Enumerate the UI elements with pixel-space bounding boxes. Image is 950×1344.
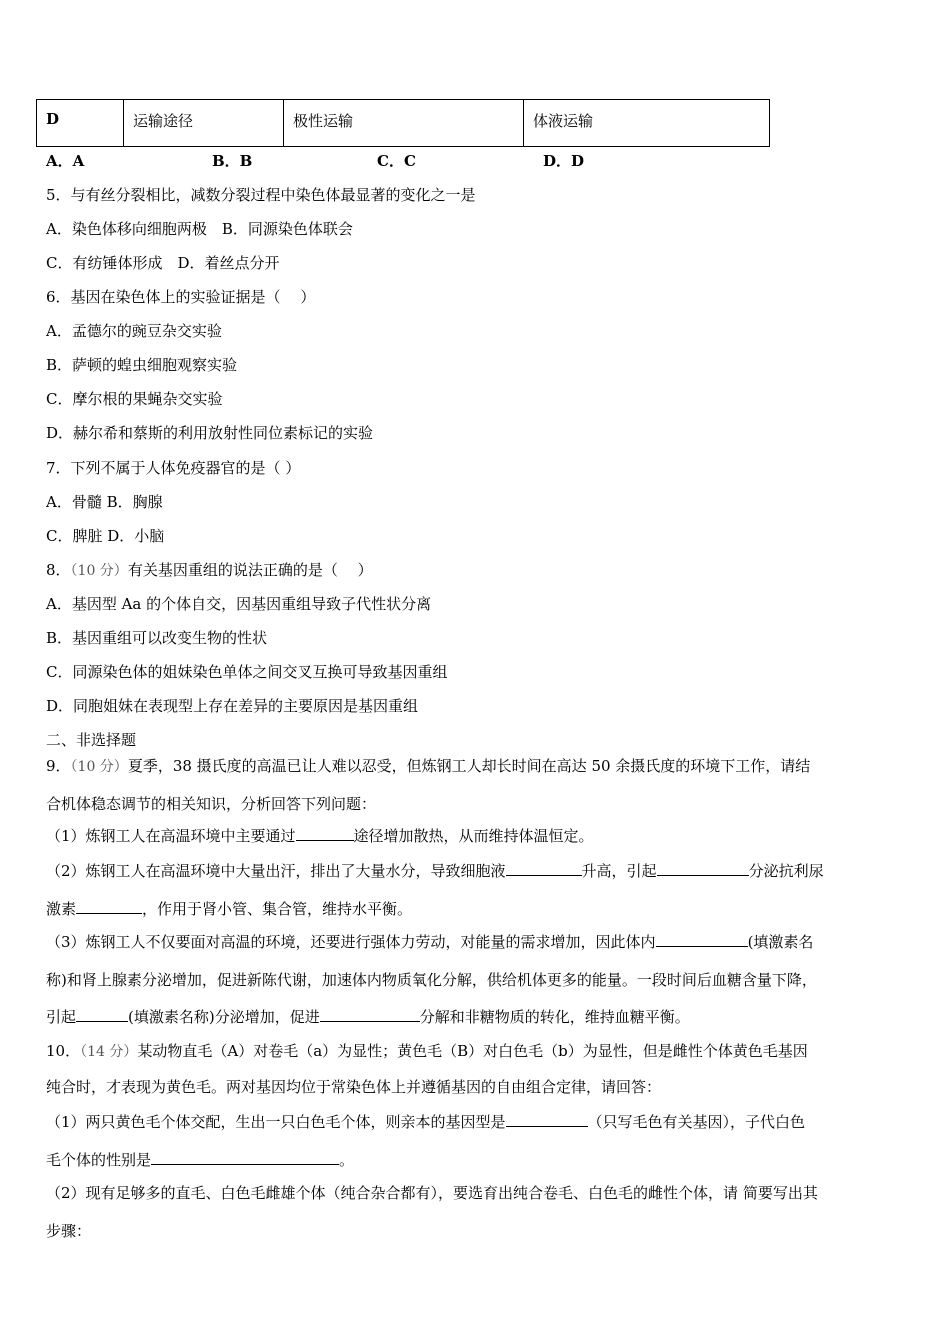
text: （2）炼钢工人在高温环境中大量出汗，排出了大量水分，导致细胞液 <box>46 862 506 880</box>
answer-blank[interactable] <box>320 1007 420 1022</box>
comparison-table <box>36 99 770 147</box>
table-cell: 运输途径 <box>124 100 284 147</box>
q9-part-3-cont: 称)和肾上腺素分泌增加，促进新陈代谢，加速体内物质氧化分解，供给机体更多的能量。一段时间后血糖含量下降， <box>46 971 817 989</box>
text: （3）炼钢工人不仅要面对高温的环境，还要进行强体力劳动，对能量的需求增加，因此体内 <box>46 933 656 951</box>
text: (填激素名称)分泌增加，促进 <box>128 1008 320 1026</box>
question-text: 夏季，38 摄氏度的高温已让人难以忍受，但炼钢工人却长时间在高达 50 余摄氏度的环境下工作，请结 <box>127 757 811 775</box>
score-label: （10 分） <box>70 759 128 775</box>
text: 。 <box>339 1151 355 1169</box>
q7-options-1: A．骨髓 B．胸腺 <box>46 493 163 511</box>
text: 毛个体的性别是 <box>46 1151 152 1169</box>
q9-stem-1 <box>46 756 810 777</box>
q9-part-3-end <box>46 1007 690 1027</box>
answer-blank[interactable] <box>76 1007 128 1022</box>
text: 分解和非糖物质的转化，维持血糖平衡。 <box>419 1008 690 1026</box>
answer-blank[interactable] <box>76 899 142 914</box>
table-cell: D <box>37 100 124 147</box>
score-label: （10 分） <box>70 563 128 579</box>
section-heading: 二、非选择题 <box>46 731 137 749</box>
text: 途径增加散热，从而维持体温恒定。 <box>353 827 594 845</box>
text: （只写毛色有关基因），子代白色 <box>587 1113 806 1131</box>
text: 引起 <box>46 1008 77 1026</box>
question-number: 8． <box>46 561 71 579</box>
text: 分泌抗利尿 <box>748 862 824 880</box>
table-cell: 体液运输 <box>524 100 770 147</box>
table-row <box>37 100 770 147</box>
answer-blank[interactable] <box>151 1150 339 1165</box>
q6-stem: 6．基因在染色体上的实验证据是（ ） <box>46 288 316 306</box>
option-d[interactable]: D．D <box>543 152 585 170</box>
answer-blank[interactable] <box>506 1112 588 1127</box>
q5-stem: 5．与有丝分裂相比，减数分裂过程中染色体最显著的变化之一是 <box>46 186 476 204</box>
q10-part-1-cont <box>46 1150 354 1170</box>
q9-part-1 <box>46 826 594 846</box>
text: ，作用于肾小管、集合管，维持水平衡。 <box>142 900 413 918</box>
answer-blank[interactable] <box>506 861 582 876</box>
q10-part-2-cont: 步骤： <box>46 1222 92 1240</box>
text: （1）两只黄色毛个体交配，生出一只白色毛个体，则亲本的基因型是 <box>46 1113 506 1131</box>
q9-part-2-cont <box>46 899 412 919</box>
q10-stem-2: 纯合时，才表现为黄色毛。两对基因均位于常染色体上并遵循基因的自由组合定律，请回答： <box>46 1078 662 1096</box>
text: 激素 <box>46 900 77 918</box>
answer-blank[interactable] <box>657 861 749 876</box>
table-cell: 极性运输 <box>284 100 524 147</box>
question-number: 10． <box>46 1042 81 1060</box>
score-label: （14 分） <box>80 1044 138 1060</box>
text: 升高，引起 <box>581 862 657 880</box>
option-b[interactable]: B．B <box>212 152 253 170</box>
q6-option-d: D．赫尔希和蔡斯的利用放射性同位素标记的实验 <box>46 424 374 442</box>
q6-option-b: B．萨顿的蝗虫细胞观察实验 <box>46 356 238 374</box>
q6-option-c: C．摩尔根的果蝇杂交实验 <box>46 390 223 408</box>
q7-options-2: C．脾脏 D．小脑 <box>46 527 165 545</box>
q10-part-2: （2）现有足够多的直毛、白色毛雌雄个体（纯合杂合都有），要选育出纯合卷毛、白色毛的雌性个体，请 简要写出其 <box>46 1184 818 1202</box>
q9-stem-2: 合机体稳态调节的相关知识，分析回答下列问题： <box>46 795 377 813</box>
q6-option-a: A．孟德尔的豌豆杂交实验 <box>46 322 222 340</box>
q8-option-b: B．基因重组可以改变生物的性状 <box>46 629 268 647</box>
answer-blank[interactable] <box>296 826 354 841</box>
q8-option-c: C．同源染色体的姐妹染色单体之间交叉互换可导致基因重组 <box>46 663 448 681</box>
q10-part-1 <box>46 1112 805 1132</box>
q8-option-d: D．同胞姐妹在表现型上存在差异的主要原因是基因重组 <box>46 697 419 715</box>
q8-option-a: A．基因型 Aa 的个体自交，因基因重组导致子代性状分离 <box>46 595 432 613</box>
question-text: 某动物直毛（A）对卷毛（a）为显性；黄色毛（B）对白色毛（b）为显性，但是雌性个体黄色毛基因 <box>137 1042 808 1060</box>
q9-part-2 <box>46 861 824 881</box>
answer-blank[interactable] <box>656 932 748 947</box>
q5-options-1: A．染色体移向细胞两极 B．同源染色体联会 <box>46 220 353 238</box>
option-c[interactable]: C．C <box>377 152 416 170</box>
question-number: 9． <box>46 757 71 775</box>
text: （1）炼钢工人在高温环境中主要通过 <box>46 827 296 845</box>
q5-options-2: C．有纺锤体形成 D．着丝点分开 <box>46 254 280 272</box>
option-a[interactable]: A．A <box>46 152 85 170</box>
q8-stem <box>46 560 373 581</box>
q10-stem-1 <box>46 1041 808 1062</box>
q9-part-3 <box>46 932 813 952</box>
question-text: 有关基因重组的说法正确的是（ ） <box>127 561 373 579</box>
q7-stem: 7．下列不属于人体免疫器官的是（ ） <box>46 459 301 477</box>
text: (填激素名 <box>747 933 814 951</box>
